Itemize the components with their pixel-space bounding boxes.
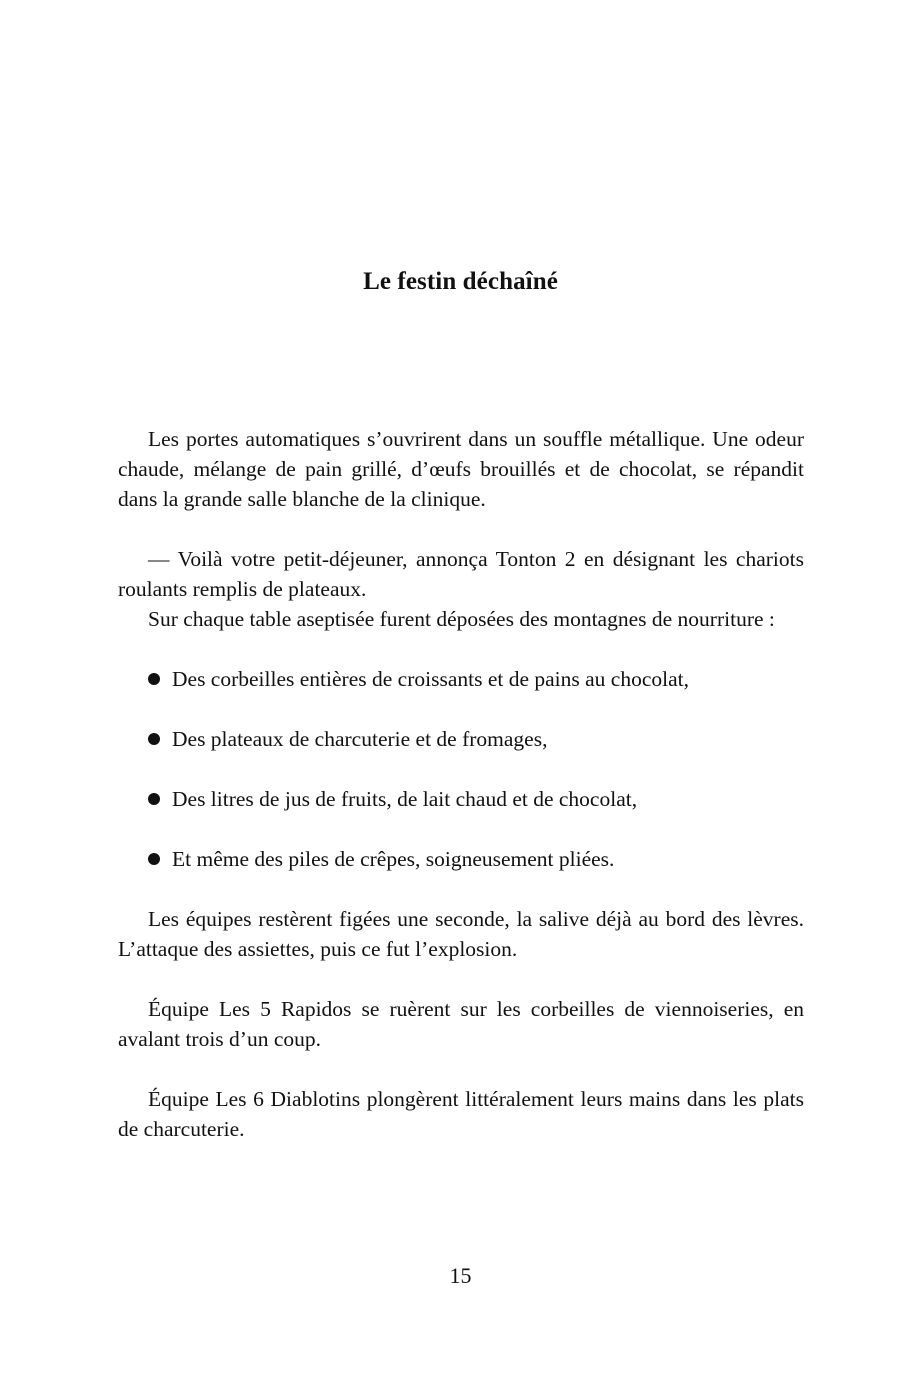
bullet-icon (148, 853, 160, 865)
chapter-title: Le festin déchaîné (363, 268, 558, 295)
paragraph-team-rapidos: Équipe Les 5 Rapidos se ruèrent sur les corbeilles de viennoiseries, en avalant trois d’un coup. (118, 997, 804, 1051)
list-gap (118, 754, 804, 784)
page-number: 15 (449, 1263, 472, 1288)
list-item (118, 664, 804, 694)
list-item (118, 724, 804, 754)
bullet-icon (148, 733, 160, 745)
list-item-text: Des litres de jus de fruits, de lait chaud et de chocolat, (172, 787, 638, 811)
paragraph-dialogue: — Voilà votre petit-déjeuner, annonça Tonton 2 en désignant les chariots roulants remplis de plateaux. (118, 547, 804, 601)
list-item (118, 844, 804, 874)
paragraph-teams-frozen: Les équipes restèrent figées une seconde, la salive déjà au bord des lèvres. L’attaque des assiettes, puis ce fut l’explosion. (118, 907, 804, 961)
list-item-text: Des plateaux de charcuterie et de fromages, (172, 727, 548, 751)
paragraph-gap (118, 874, 804, 904)
list-item-text: Des corbeilles entières de croissants et de pains au chocolat, (172, 667, 690, 691)
paragraph-gap (118, 514, 804, 544)
paragraph-gap (118, 634, 804, 664)
paragraph-team-diablotins: Équipe Les 6 Diablotins plongèrent littéralement leurs mains dans les plats de charcuterie. (118, 1087, 804, 1141)
paragraph-gap (118, 1054, 804, 1084)
paragraph-gap (118, 964, 804, 994)
paragraph-opening: Les portes automatiques s’ouvrirent dans un souffle métallique. Une odeur chaude, mélange de pain grillé, d’œufs brouillés et de chocolat, se répandit dans la grande salle blanche de la clinique. (118, 427, 804, 511)
bullet-icon (148, 793, 160, 805)
food-list (118, 664, 804, 874)
list-gap (118, 694, 804, 724)
list-item-text: Et même des piles de crêpes, soigneusement pliées. (172, 847, 615, 871)
chapter-body (118, 424, 804, 1144)
bullet-icon (148, 673, 160, 685)
list-item (118, 784, 804, 814)
list-gap (118, 814, 804, 844)
paragraph-list-intro: Sur chaque table aseptisée furent déposées des montagnes de nourriture : (148, 607, 775, 631)
